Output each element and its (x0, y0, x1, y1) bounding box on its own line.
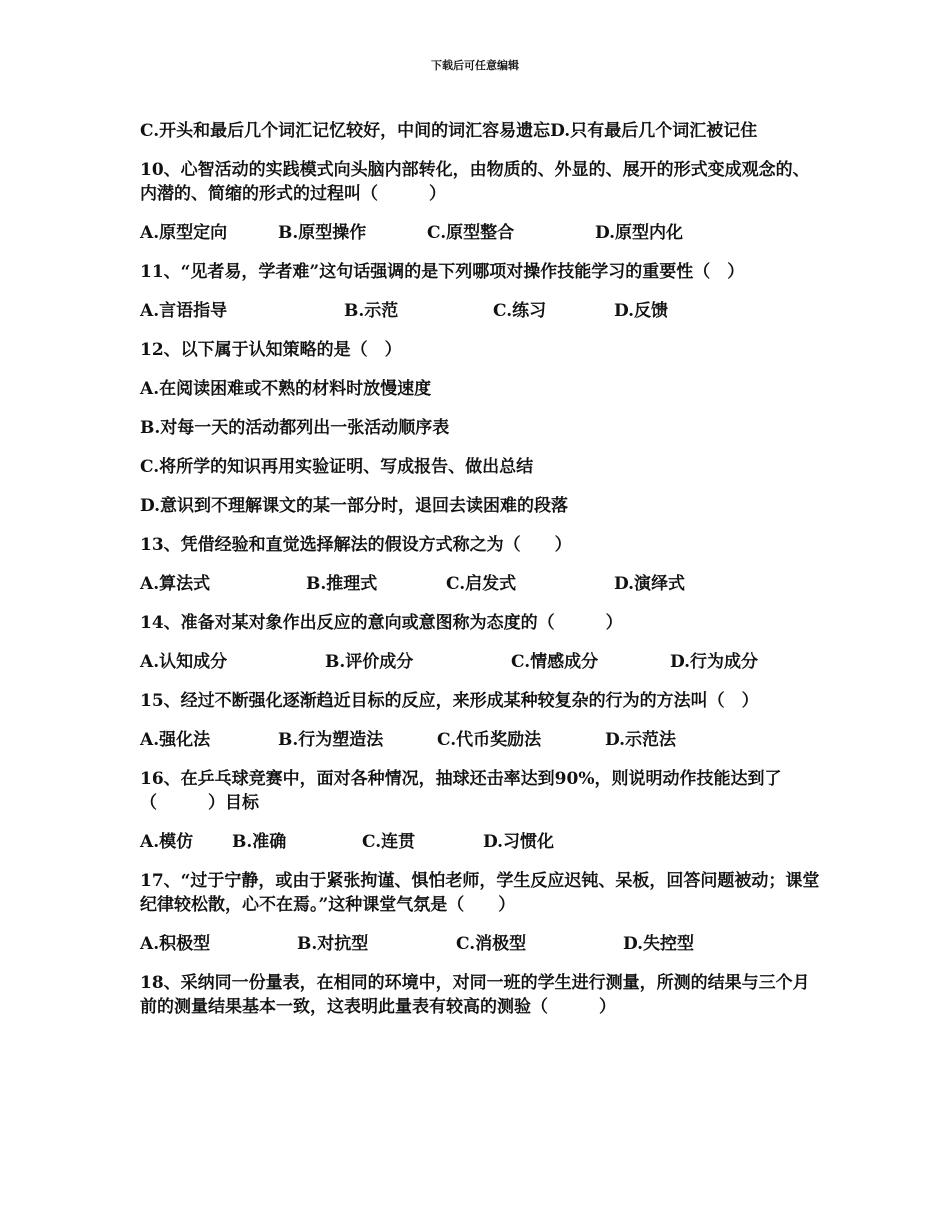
q12-option-c: C.将所学的知识再用实验证明、写成报告、做出总结 (140, 457, 534, 477)
question-14-options (140, 650, 820, 674)
q10-option-c: C.原型整合 (427, 223, 515, 243)
q17-option-d: D.失控型 (623, 934, 695, 954)
q14-option-c: C.情感成分 (511, 652, 599, 672)
question-15-stem: 15、经过不断强化逐渐趋近目标的反应，来形成某种较复杂的行为的方法叫（ ） (140, 691, 759, 711)
q17-option-a: A.积极型 (140, 934, 211, 954)
q12-option-a: A.在阅读困难或不熟的材料时放慢速度 (140, 379, 432, 399)
question-11-options (140, 299, 820, 323)
q13-option-a: A.算法式 (140, 574, 211, 594)
question-13-stem: 13、凭借经验和直觉选择解法的假设方式称之为（ ） (140, 535, 572, 555)
q12-option-b: B.对每一天的活动都列出一张活动顺序表 (140, 418, 450, 438)
q11-option-c: C.练习 (493, 301, 547, 321)
q13-option-b: B.推理式 (306, 574, 378, 594)
q11-option-d: D.反馈 (614, 301, 669, 321)
q15-option-a: A.强化法 (140, 730, 211, 750)
q13-option-d: D.演绎式 (614, 574, 686, 594)
q15-option-b: B.行为塑造法 (278, 730, 384, 750)
q14-option-d: D.行为成分 (670, 652, 759, 672)
question-16-options (140, 830, 820, 854)
q17-option-c: C.消极型 (456, 934, 527, 954)
q10-option-b: B.原型操作 (278, 223, 367, 243)
question-18-stem: 18、采纳同一份量表，在相同的环境中，对同一班的学生进行测量，所测的结果与三个月前的测量结果基本一致，这表明此量表有较高的测验（ ） (140, 973, 810, 1017)
page-header: 下载后可任意编辑 (431, 59, 519, 72)
q10-option-a: A.原型定向 (140, 223, 228, 243)
q13-option-c: C.启发式 (446, 574, 517, 594)
question-11-stem: 11、“见者易，学者难”这句话强调的是下列哪项对操作技能学习的重要性（ ） (140, 262, 745, 282)
q11-option-b: B.示范 (344, 301, 399, 321)
q10-option-d: D.原型内化 (595, 223, 684, 243)
question-list (140, 119, 820, 1034)
question-10-options (140, 221, 820, 245)
q12-option-d: D.意识到不理解课文的某一部分时，退回去读困难的段落 (140, 496, 569, 516)
q11-option-a: A.言语指导 (140, 301, 228, 321)
question-15-options (140, 728, 820, 752)
q17-option-b: B.对抗型 (297, 934, 369, 954)
question-14-stem: 14、准备对某对象作出反应的意向或意图称为态度的（ ） (140, 613, 623, 633)
question-10-stem: 10、心智活动的实践模式向头脑内部转化，由物质的、外显的、展开的形式变成观念的、内潜的、简缩的形式的过程叫（ ） (140, 160, 810, 204)
question-17-stem: 17、“过于宁静，或由于紧张拘谨、惧怕老师，学生反应迟钝、呆板，回答问题被动；课堂纪律较松散，心不在焉。”这种课堂气氛是（ ） (140, 871, 820, 915)
q9-option-tail: C.开头和最后几个词汇记忆较好，中间的词汇容易遗忘D.只有最后几个词汇被记住 (140, 121, 758, 141)
q16-option-c: C.连贯 (362, 832, 416, 852)
q16-option-d: D.习惯化 (483, 832, 555, 852)
q15-option-d: D.示范法 (605, 730, 677, 750)
question-17-options (140, 932, 820, 956)
q16-option-a: A.模仿 (140, 832, 194, 852)
question-12-stem: 12、以下属于认知策略的是（ ） (140, 340, 402, 360)
q15-option-c: C.代币奖励法 (437, 730, 542, 750)
q14-option-b: B.评价成分 (325, 652, 414, 672)
question-16-stem: 16、在乒乓球竞赛中，面对各种情况，抽球还击率达到90%，则说明动作技能达到了（ ）目标 (140, 769, 782, 813)
q16-option-b: B.准确 (232, 832, 287, 852)
q14-option-a: A.认知成分 (140, 652, 228, 672)
question-13-options (140, 572, 820, 596)
